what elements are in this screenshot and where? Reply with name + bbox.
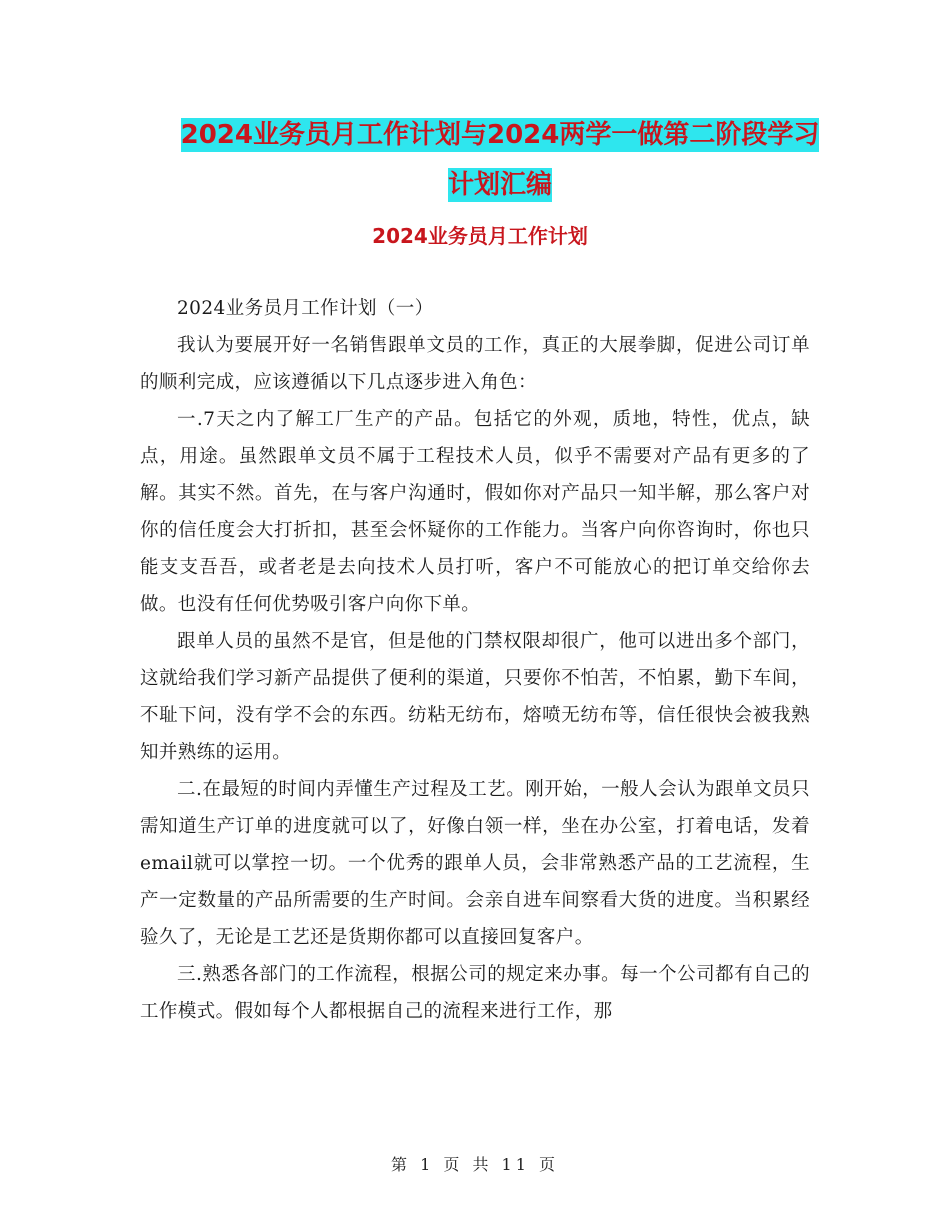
paragraph: 我认为要展开好一名销售跟单文员的工作，真正的大展拳脚，促进公司订单的顺利完成，应该遵循以下几点逐步进入角色：: [140, 335, 810, 393]
document-title: [140, 110, 860, 210]
paragraph: 一.7天之内了解工厂生产的产品。包括它的外观，质地，特性，优点，缺点，用途。虽然跟单文员不属于工程技术人员，似乎不需要对产品有更多的了解。其实不然。首先，在与客户沟通时，假如你对产品只一知半解，那么客户对你的信任度会大打折扣，甚至会怀疑你的工作能力。当客户向你咨询时，你也只能支支吾吾，或者老是去向技术人员打听，客户不可能放心的把订单交给你去做。也没有任何优势吸引客户向你下单。: [140, 409, 810, 615]
page-footer: 第 1 页 共 11 页: [391, 1155, 559, 1174]
paragraph: 三.熟悉各部门的工作流程，根据公司的规定来办事。每一个公司都有自己的工作模式。假如每个人都根据自己的流程来进行工作，那: [140, 964, 810, 1022]
document-title-line-1: 2024业务员月工作计划与2024两学一做第二阶段学习: [180, 120, 820, 150]
document-title-line-2: 计划汇编: [447, 170, 552, 200]
paragraph: 2024业务员月工作计划（一）: [177, 298, 434, 319]
paragraph: 二.在最短的时间内弄懂生产过程及工艺。刚开始，一般人会认为跟单文员只需知道生产订单的进度就可以了，好像白领一样，坐在办公室，打着电话，发着email就可以掌控一切。一个优秀的跟单人员，会非常熟悉产品的工艺流程，生产一定数量的产品所需要的生产时间。会亲自进车间察看大货的进度。当积累经验久了，无论是工艺还是货期你都可以直接回复客户。: [140, 779, 810, 948]
paragraph: 跟单人员的虽然不是官，但是他的门禁权限却很广，他可以进出多个部门，这就给我们学习新产品提供了便利的渠道，只要你不怕苦，不怕累，勤下车间，不耻下问，没有学不会的东西。纺粘无纺布，熔喷无纺布等，信任很快会被我熟知并熟练的运用。: [140, 631, 810, 763]
section-title: 2024业务员月工作计划: [372, 224, 588, 248]
document-body: [140, 290, 810, 1030]
